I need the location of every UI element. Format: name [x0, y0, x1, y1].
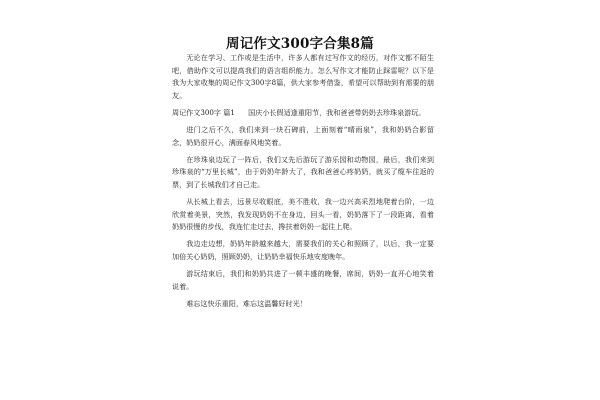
intro-paragraph: 无论在学习、工作或是生活中，许多人都有过写作文的经历，对作文都不陌生吧，借助作文可以提高我们的语言组织能力。怎么写作文才能防止踩雷呢？以下是我为大家收集的周记作文300字8篇，供大家参考借鉴，希望可以帮助到有需要的朋友。	[172, 53, 434, 100]
section-first-line	[172, 107, 434, 120]
document-body	[172, 52, 434, 315]
paragraph-2: 进门之后不久，我们来到一块石碑前，上面刻着“晴雨泉”，我和奶奶合影留念，奶奶很开心，满面春风地笑着。	[172, 124, 434, 147]
paragraph-5: 我边走边想，奶奶年龄越来越大，需要我们的关心和照顾了，以后，我一定要加倍关心奶奶，照顾奶奶，让奶奶幸福快乐地安度晚年。	[172, 239, 434, 261]
paragraph-6: 游玩结束后，我们和奶奶共进了一顿丰盛的晚餐，席间，奶奶一直开心地笑着说着。	[172, 268, 434, 291]
paragraph-1: 国庆小长假适逢重阳节，我和爸爸带奶奶去珍珠泉游玩。	[248, 107, 426, 117]
section-heading: 周记作文300字 篇1	[172, 107, 235, 117]
paragraph-3: 在珍珠泉边玩了一阵后，我们又先后游玩了游乐园和动物园，最后，我们来到珍珠泉的“万里长城”，由于奶奶年龄大了，我和爸爸心疼奶奶，就买了缆车往返的票，到了长城我们才自己走。	[172, 154, 434, 189]
paragraph-7: 难忘这快乐重阳，难忘这温馨好时光！	[186, 298, 307, 308]
paragraph-4: 从长城上看去，远景尽收眼底，美不胜收，我一边兴高采烈地爬着台阶，一边欣赏着美景，突然，我发现奶奶不在身边，回头一看，奶奶落下了一段距离，看着奶奶很慢的步伐，我连忙走过去，搀扶着奶奶一起往上爬。	[172, 196, 434, 232]
document-title: 周记作文300字合集8篇	[226, 36, 374, 52]
